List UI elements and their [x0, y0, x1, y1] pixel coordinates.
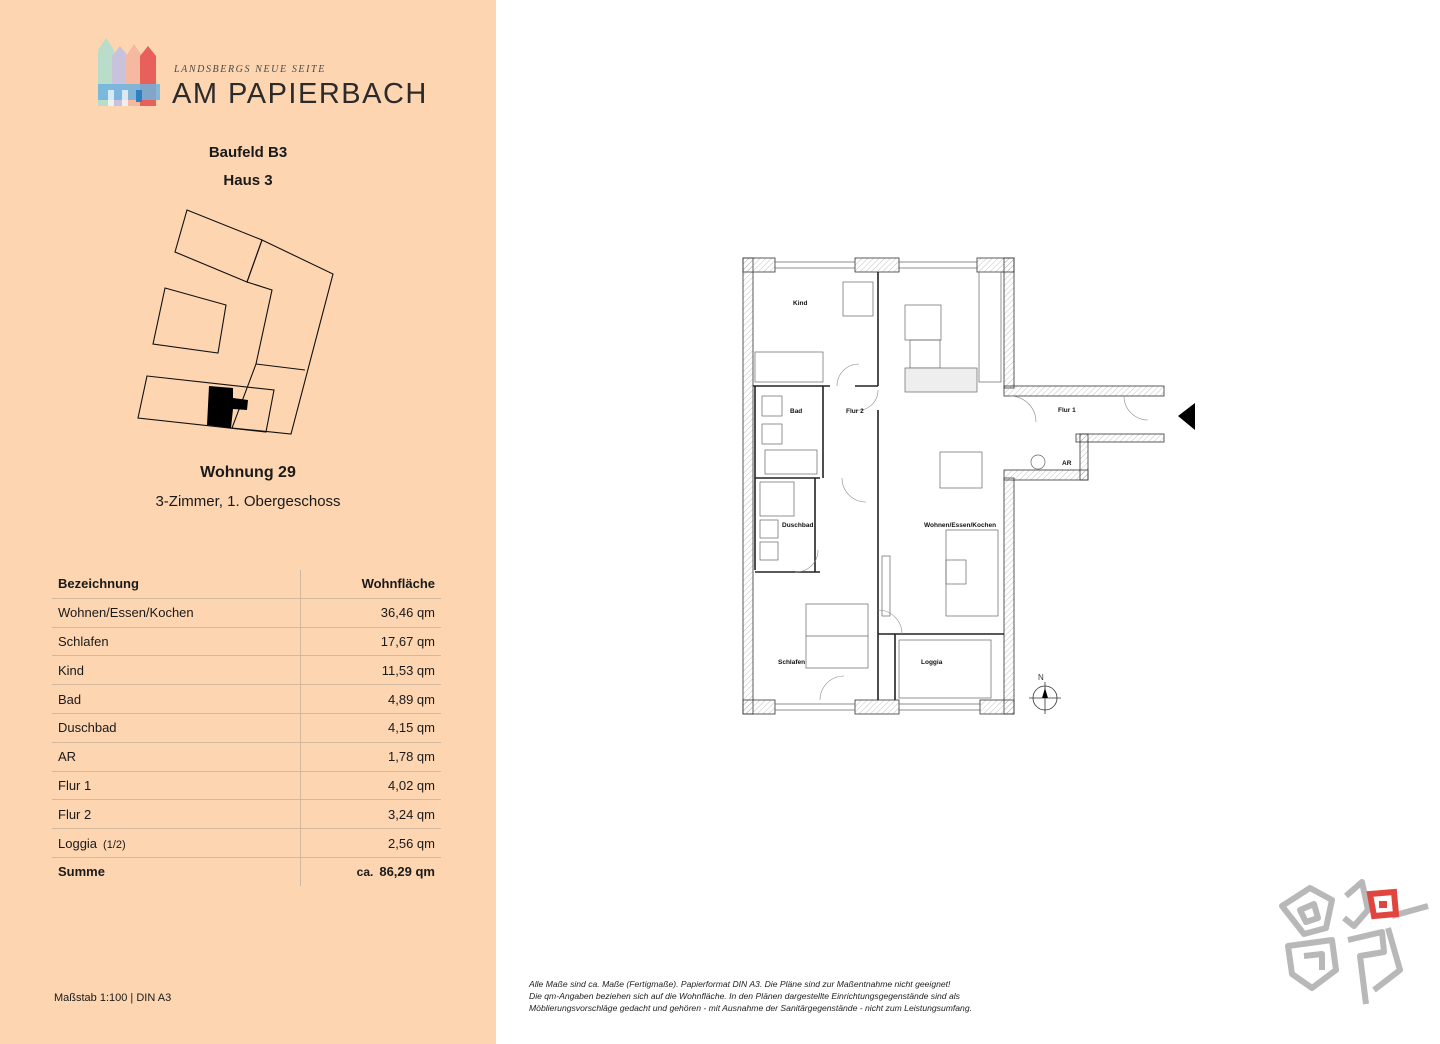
area-table [52, 570, 441, 886]
room-label-loggia: Loggia [921, 659, 943, 666]
disclaimer-line: Die qm-Angaben beziehen sich auf die Wohnfläche. In den Plänen dargestellte Einrichtungsgegenstände sind als [529, 991, 960, 1001]
room-name: Bad [52, 685, 301, 714]
info-panel [0, 0, 496, 1044]
room-name-cell [52, 829, 301, 858]
table-header-row [52, 570, 441, 598]
disclaimer [529, 978, 972, 1014]
floor-plan [736, 250, 1206, 725]
building-block-west [153, 288, 226, 353]
room-area: 4,89 qm [301, 685, 442, 714]
room-label-duschbad: Duschbad [782, 522, 814, 529]
sum-area: 86,29 qm [379, 864, 435, 880]
room-area: 17,67 qm [301, 627, 442, 656]
room-label-ar: AR [1062, 460, 1072, 467]
room-label-schlafen: Schlafen [778, 659, 806, 666]
room-name: Kind [52, 656, 301, 685]
baufeld-label: Baufeld B3 [208, 144, 288, 161]
north-compass-icon [1029, 673, 1061, 714]
room-label-wohnen: Wohnen/Essen/Kochen [924, 522, 997, 529]
room-area: 36,46 qm [301, 598, 442, 627]
room-name: AR [52, 742, 301, 771]
sum-cell [301, 857, 442, 885]
table-row [52, 713, 441, 742]
column-header-name: Bezeichnung [52, 570, 301, 598]
disclaimer-line: Möblierungsvorschläge gedacht und gehören - mit Ausnahme der Sanitärgegenstände - nicht zum Leistungsumfang. [529, 1003, 973, 1013]
apartment-subtitle: 3-Zimmer, 1. Obergeschoss [155, 493, 341, 510]
apartment-title: Wohnung 29 [200, 464, 296, 481]
room-label-flur1: Flur 1 [1058, 407, 1076, 414]
room-name: Flur 1 [52, 771, 301, 800]
table-row [52, 656, 441, 685]
apartment-highlight [207, 386, 248, 428]
room-area: 4,02 qm [301, 771, 442, 800]
room-area: 4,15 qm [301, 713, 442, 742]
room-area: 3,24 qm [301, 800, 442, 829]
entrance-arrow-icon [1178, 403, 1195, 430]
brand-name: AM PAPIERBACH [172, 78, 428, 110]
sum-label: Summe [52, 857, 301, 885]
room-name: Duschbad [52, 713, 301, 742]
room-name: Wohnen/Essen/Kochen [52, 598, 301, 627]
table-row [52, 771, 441, 800]
haus-label: Haus 3 [223, 172, 273, 189]
brand-logo [96, 36, 428, 116]
room-label-kind: Kind [793, 300, 808, 307]
table-sum-row [52, 857, 441, 885]
room-label-bad: Bad [790, 408, 803, 415]
room-area: 11,53 qm [301, 656, 442, 685]
disclaimer-line: Alle Maße sind ca. Maße (Fertigmaße). Papierformat DIN A3. Die Pläne sind zur Maßentnahme nicht geeignet! [529, 979, 951, 989]
brand-tagline: LANDSBERGS NEUE SEITE [174, 64, 326, 75]
room-area: 1,78 qm [301, 742, 442, 771]
sum-prefix: ca. [356, 865, 374, 880]
table-row [52, 800, 441, 829]
column-header-area: Wohnfläche [301, 570, 442, 598]
room-note: (1/2) [103, 838, 126, 851]
house-logo-icon [96, 36, 166, 108]
interior-walls [753, 272, 1004, 700]
room-name: Flur 2 [52, 800, 301, 829]
table-row [52, 685, 441, 714]
district-map-logo-icon [1270, 870, 1430, 1020]
room-area: 2,56 qm [301, 829, 442, 858]
north-label: N [1038, 673, 1044, 682]
room-name: Loggia [58, 835, 98, 851]
table-row [52, 829, 441, 858]
site-plan [130, 200, 350, 440]
room-label-flur2: Flur 2 [846, 408, 864, 415]
scale-label: Maßstab 1:100 | DIN A3 [54, 992, 172, 1004]
table-row [52, 598, 441, 627]
table-row [52, 627, 441, 656]
building-block-north [175, 210, 262, 282]
room-name: Schlafen [52, 627, 301, 656]
table-row [52, 742, 441, 771]
